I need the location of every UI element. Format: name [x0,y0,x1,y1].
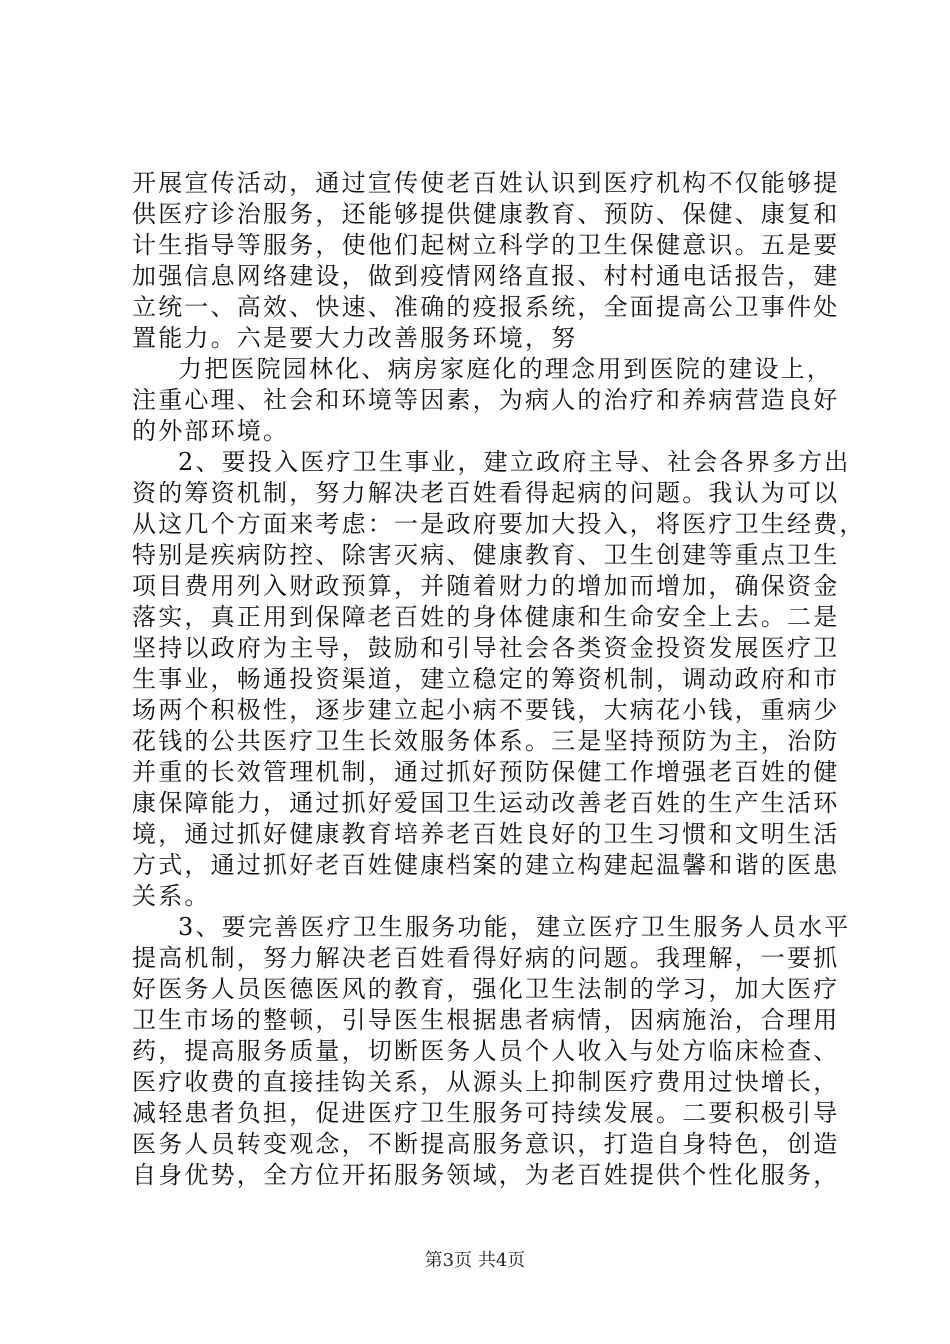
text-line: 坚持以政府为主导，鼓励和引导社会各类资金投资发展医疗卫 [132,634,840,662]
text-line: 药，提高服务质量，切断医务人员个人收入与处方临床检查、 [132,1037,840,1065]
text-line: 场两个积极性，逐步建立起小病不要钱，大病花小钱，重病少 [132,696,840,724]
text-line: 医疗收费的直接挂钩关系，从源头上抑制医疗费用过快增长， [132,1068,840,1096]
text-line: 力把医院园林化、病房家庭化的理念用到医院的建设上， [178,355,833,383]
text-line: 计生指导等服务，使他们起树立科学的卫生保健意识。五是要 [132,231,840,259]
text-line: 好医务人员医德医风的教育，强化卫生法制的学习，加大医疗 [132,975,840,1003]
text-line: 开展宣传活动，通过宣传使老百姓认识到医疗机构不仅能够提 [132,169,840,197]
text-line: 方式，通过抓好老百姓健康档案的建立构建起温馨和谐的医患 [132,851,840,879]
text-line: 加强信息网络建设，做到疫情网络直报、村村通电话报告，建 [132,262,840,290]
text-line: 境，通过抓好健康教育培养老百姓良好的卫生习惯和文明生活 [132,820,840,848]
text-line: 置能力。六是要大力改善服务环境，努 [132,324,578,352]
text-line: 医务人员转变观念，不断提高服务意识，打造自身特色，创造 [132,1130,840,1158]
text-line: 项目费用列入财政预算，并随着财力的增加而增加，确保资金 [132,572,840,600]
body-text [132,168,866,1191]
text-line: 的外部环境。 [132,417,290,445]
text-line: 减轻患者负担，促进医疗卫生服务可持续发展。二要积极引导 [132,1099,840,1127]
text-line: 自身优势，全方位开拓服务领域，为老百姓提供个性化服务， [132,1161,840,1189]
text-line: 3、要完善医疗卫生服务功能，建立医疗卫生服务人员水平 [178,913,851,941]
text-line: 特别是疾病防控、除害灭病、健康教育、卫生创建等重点卫生 [132,541,840,569]
page-footer: 第3页 共4页 [424,1250,526,1271]
text-line: 供医疗诊治服务，还能够提供健康教育、预防、保健、康复和 [132,200,840,228]
text-line: 资的筹资机制，努力解决老百姓看得起病的问题。我认为可以 [132,479,840,507]
text-line: 提高机制，努力解决老百姓看得好病的问题。我理解，一要抓 [132,944,840,972]
text-line: 并重的长效管理机制，通过抓好预防保健工作增强老百姓的健 [132,758,840,786]
text-line: 花钱的公共医疗卫生长效服务体系。三是坚持预防为主，治防 [132,727,840,755]
text-line: 立统一、高效、快速、准确的疫报系统，全面提高公卫事件处 [132,293,840,321]
text-line: 关系。 [132,882,211,910]
text-line: 落实，真正用到保障老百姓的身体健康和生命安全上去。二是 [132,603,840,631]
text-line: 2、要投入医疗卫生事业，建立政府主导、社会各界多方出 [178,448,851,476]
text-line: 生事业，畅通投资渠道，建立稳定的筹资机制，调动政府和市 [132,665,840,693]
text-line: 卫生市场的整顿，引导医生根据患者病情，因病施治，合理用 [132,1006,840,1034]
text-line: 注重心理、社会和环境等因素，为病人的治疗和养病营造良好 [132,386,840,414]
text-line: 从这几个方面来考虑：一是政府要加大投入，将医疗卫生经费， [132,510,866,538]
text-line: 康保障能力，通过抓好爱国卫生运动改善老百姓的生产生活环 [132,789,840,817]
